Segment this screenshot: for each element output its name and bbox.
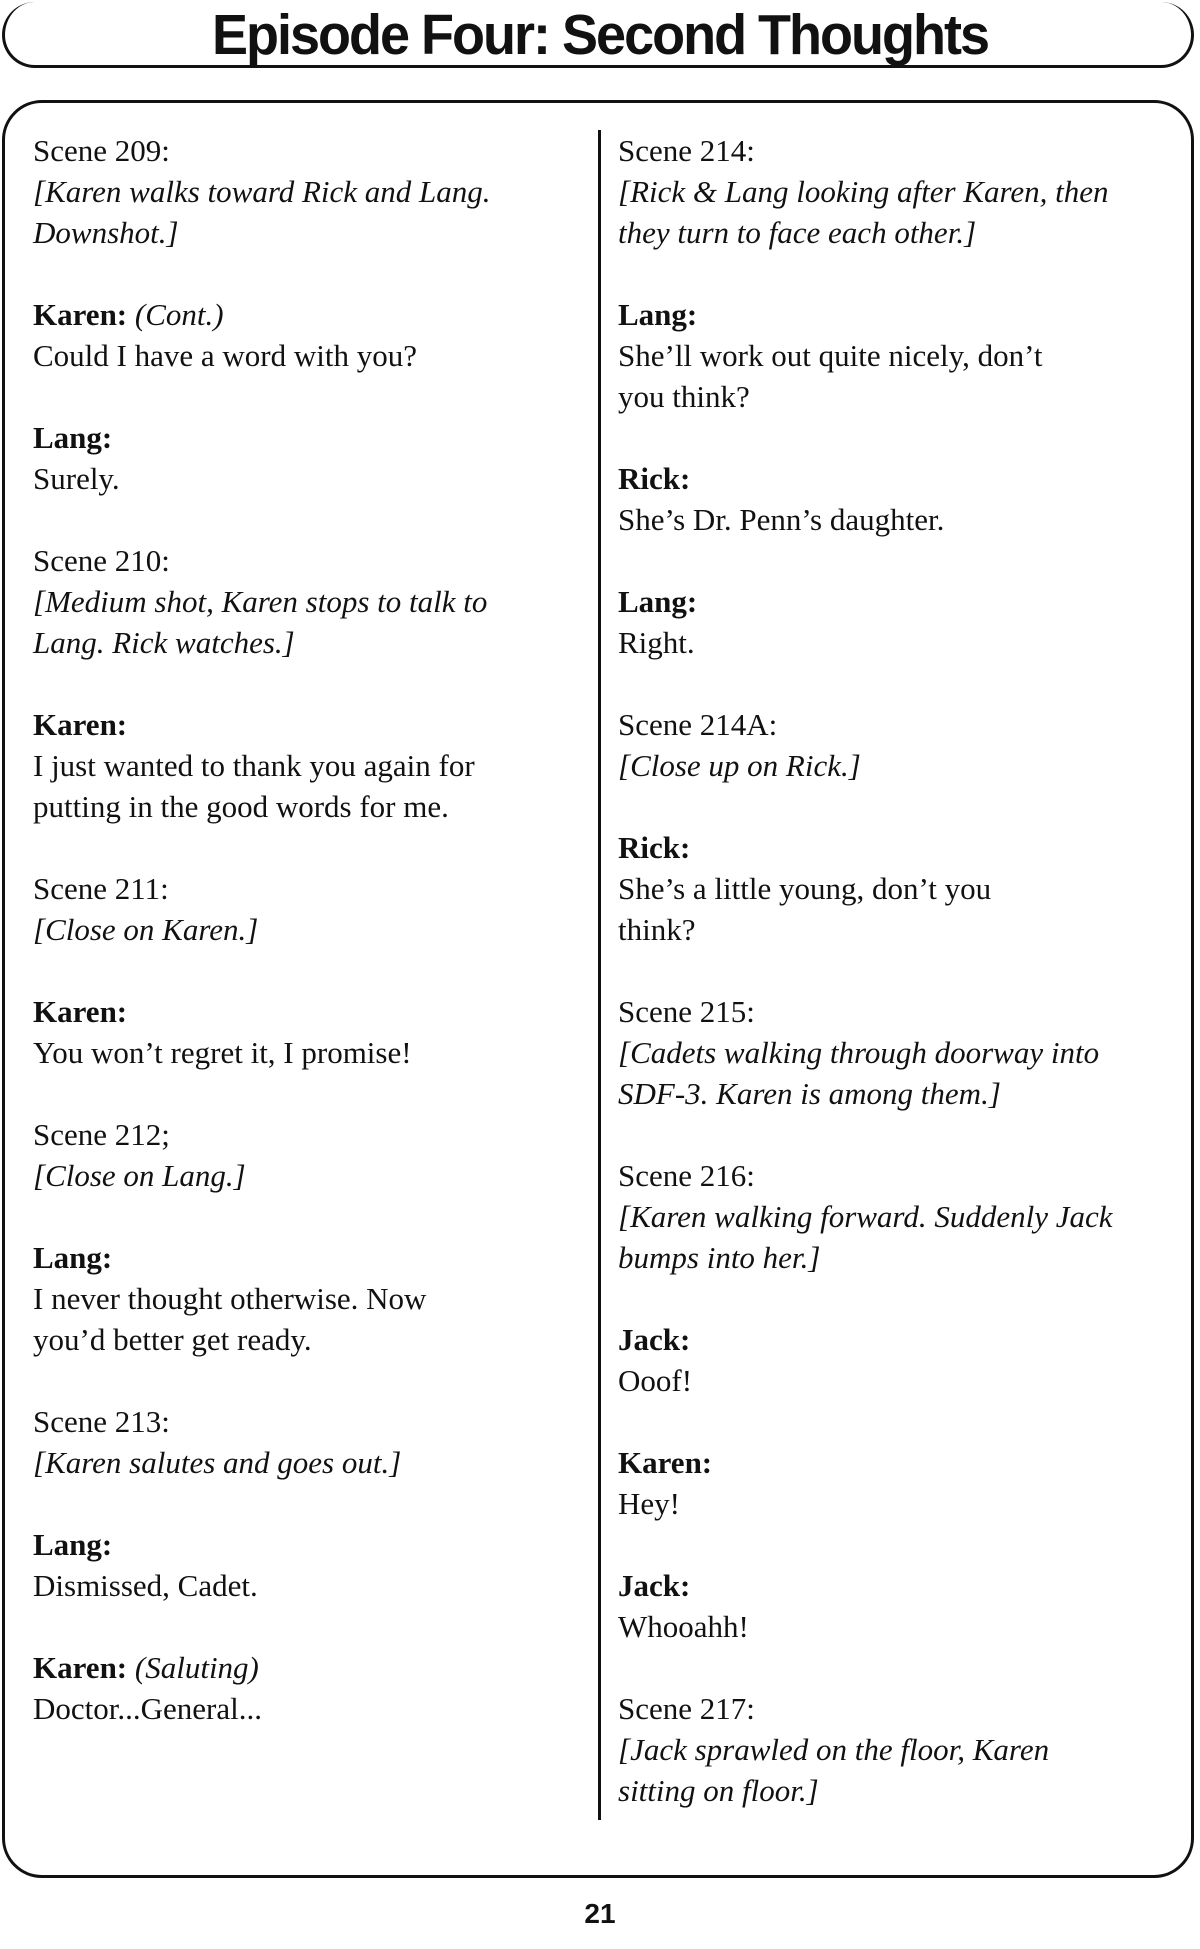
scene-heading: Scene 212; xyxy=(33,1117,170,1152)
speaker-name: Lang: xyxy=(618,584,698,619)
parenthetical: (Cont.) xyxy=(134,297,224,332)
dialogue-line: Whooahh! xyxy=(618,1609,749,1644)
dialogue-block xyxy=(33,417,583,499)
dialogue-block xyxy=(33,1647,583,1729)
dialogue-block xyxy=(618,1442,1178,1524)
dialogue-block xyxy=(618,294,1178,417)
scene-direction: SDF-3. Karen is among them.] xyxy=(618,1076,1001,1111)
speaker-name: Karen: xyxy=(33,1650,128,1685)
left-column xyxy=(33,130,583,1770)
scene-direction: Downshot.] xyxy=(33,215,179,250)
dialogue-block xyxy=(33,704,583,827)
scene-block xyxy=(618,1688,1178,1811)
scene-heading: Scene 210: xyxy=(33,543,170,578)
speaker-name: Jack: xyxy=(618,1322,691,1357)
speaker-name: Lang: xyxy=(33,1240,113,1275)
dialogue-line: you think? xyxy=(618,379,750,414)
page-number: 21 xyxy=(584,1898,616,1929)
dialogue-block xyxy=(33,991,583,1073)
scene-heading: Scene 214A: xyxy=(618,707,778,742)
dialogue-line: She’s Dr. Penn’s daughter. xyxy=(618,502,945,537)
scene-direction: [Rick & Lang looking after Karen, then xyxy=(618,174,1109,209)
speaker-name: Karen: xyxy=(618,1445,713,1480)
dialogue-line: Dismissed, Cadet. xyxy=(33,1568,258,1603)
scene-block xyxy=(618,130,1178,253)
scene-block xyxy=(618,1155,1178,1278)
scene-direction: [Medium shot, Karen stops to talk to xyxy=(33,584,488,619)
dialogue-line: I just wanted to thank you again for xyxy=(33,748,475,783)
scene-direction: [Karen walks toward Rick and Lang. xyxy=(33,174,491,209)
speaker-name: Rick: xyxy=(618,461,691,496)
scene-direction: [Cadets walking through doorway into xyxy=(618,1035,1100,1070)
right-column xyxy=(618,130,1178,1852)
dialogue-line: Doctor...General... xyxy=(33,1691,262,1726)
speaker-name: Lang: xyxy=(33,1527,113,1562)
scene-block xyxy=(618,991,1178,1114)
dialogue-line: you’d better get ready. xyxy=(33,1322,312,1357)
dialogue-block xyxy=(33,294,583,376)
dialogue-line: think? xyxy=(618,912,696,947)
dialogue-line: You won’t regret it, I promise! xyxy=(33,1035,412,1070)
scene-direction: [Close up on Rick.] xyxy=(618,748,861,783)
scene-direction: [Close on Karen.] xyxy=(33,912,259,947)
speaker-name: Karen: xyxy=(33,994,128,1029)
scene-direction: bumps into her.] xyxy=(618,1240,821,1275)
scene-heading: Scene 214: xyxy=(618,133,755,168)
dialogue-block xyxy=(33,1237,583,1360)
dialogue-line: I never thought otherwise. Now xyxy=(33,1281,427,1316)
scene-heading: Scene 211: xyxy=(33,871,169,906)
scene-block xyxy=(33,540,583,663)
page-title: Episode Four: Second Thoughts xyxy=(212,3,988,67)
column-divider xyxy=(598,130,601,1820)
speaker-name: Lang: xyxy=(33,420,113,455)
dialogue-line: Ooof! xyxy=(618,1363,693,1398)
dialogue-line: Could I have a word with you? xyxy=(33,338,417,373)
dialogue-block xyxy=(618,1319,1178,1401)
dialogue-line: She’ll work out quite nicely, don’t xyxy=(618,338,1043,373)
scene-heading: Scene 209: xyxy=(33,133,170,168)
scene-heading: Scene 216: xyxy=(618,1158,755,1193)
scene-direction: [Karen salutes and goes out.] xyxy=(33,1445,402,1480)
scene-direction: [Jack sprawled on the floor, Karen xyxy=(618,1732,1050,1767)
dialogue-block xyxy=(618,581,1178,663)
speaker-name: Rick: xyxy=(618,830,691,865)
dialogue-block xyxy=(33,1524,583,1606)
scene-direction: they turn to face each other.] xyxy=(618,215,977,250)
dialogue-line: Surely. xyxy=(33,461,120,496)
scene-heading: Scene 213: xyxy=(33,1404,170,1439)
dialogue-line: putting in the good words for me. xyxy=(33,789,449,824)
scene-block xyxy=(33,1401,583,1483)
scene-direction: Lang. Rick watches.] xyxy=(33,625,295,660)
scene-block xyxy=(33,130,583,253)
scene-heading: Scene 215: xyxy=(618,994,755,1029)
scene-direction: sitting on floor.] xyxy=(618,1773,819,1808)
scene-block xyxy=(33,1114,583,1196)
dialogue-block xyxy=(618,1565,1178,1647)
dialogue-block xyxy=(618,827,1178,950)
scene-heading: Scene 217: xyxy=(618,1691,755,1726)
dialogue-line: Hey! xyxy=(618,1486,680,1521)
speaker-name: Karen: xyxy=(33,707,128,742)
parenthetical: (Saluting) xyxy=(134,1650,259,1685)
speaker-name: Jack: xyxy=(618,1568,691,1603)
scene-block xyxy=(33,868,583,950)
dialogue-block xyxy=(618,458,1178,540)
dialogue-line: She’s a little young, don’t you xyxy=(618,871,992,906)
scene-direction: [Close on Lang.] xyxy=(33,1158,246,1193)
speaker-name: Karen: xyxy=(33,297,128,332)
speaker-name: Lang: xyxy=(618,297,698,332)
scene-block xyxy=(618,704,1178,786)
dialogue-line: Right. xyxy=(618,625,695,660)
scene-direction: [Karen walking forward. Suddenly Jack xyxy=(618,1199,1113,1234)
